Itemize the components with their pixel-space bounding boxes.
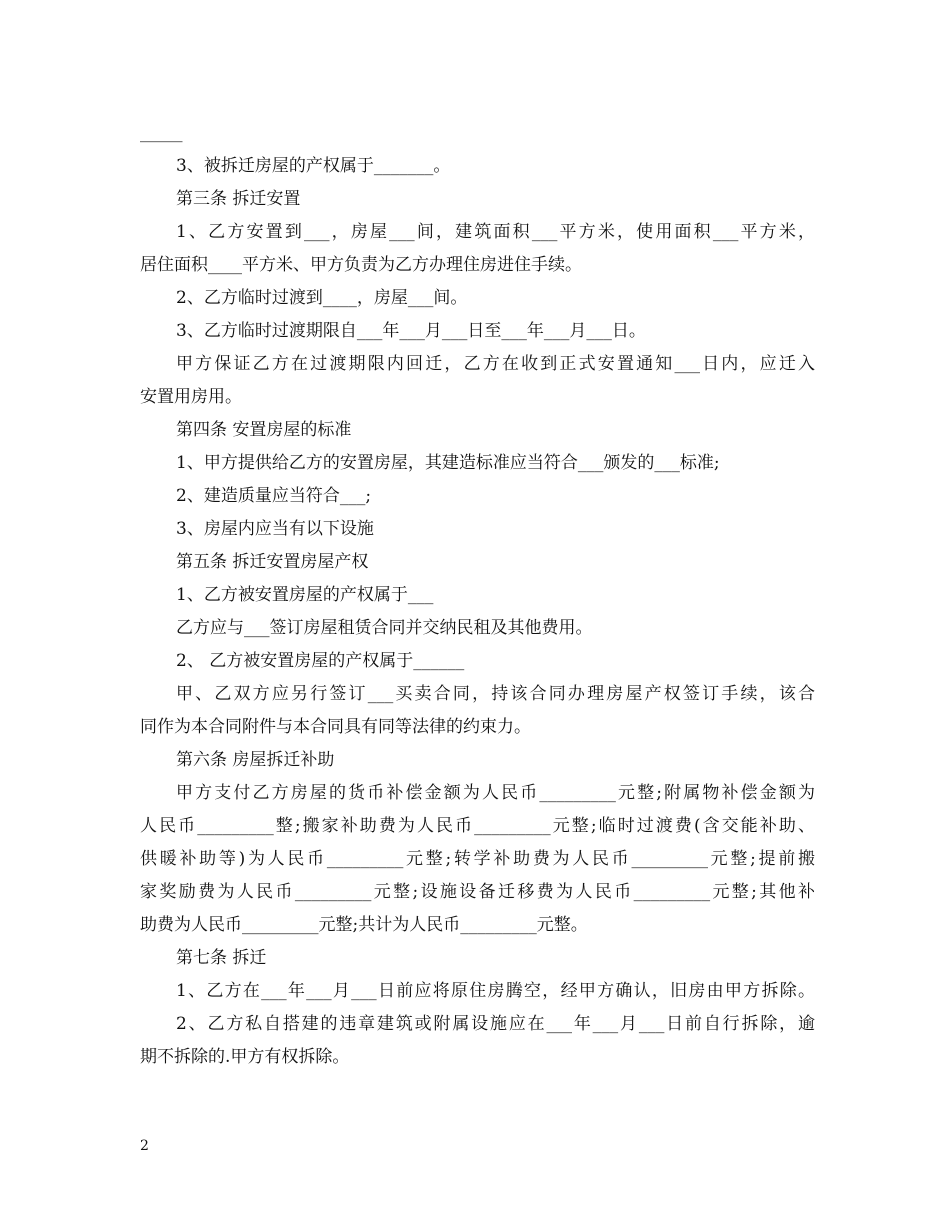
text-line: 第五条 拆迁安置房屋产权 — [176, 552, 369, 572]
text-line: 2、乙方私自搭建的违章建筑或附属设施应在___年___月___日前自行拆除，逾 — [176, 1014, 815, 1034]
text-line: 安置用房用。 — [140, 387, 242, 407]
text-line: 甲、乙双方应另行签订___买卖合同，持该合同办理房屋产权签订手续，该合 — [176, 684, 815, 704]
text-line: 人民币_________整;搬家补助费为人民币_________元整;临时过渡费(含交能补助、 — [140, 816, 815, 836]
text-line: 同作为本合同附件与本合同具有同等法律的约束力。 — [140, 717, 531, 737]
text-line: 3、乙方临时过渡期限自___年___月___日至___年___月___日。 — [176, 321, 646, 341]
text-line: 3、房屋内应当有以下设施 — [176, 519, 374, 539]
text-line: 第七条 拆迁 — [176, 948, 267, 968]
text-line: 助费为人民币_________元整;共计为人民币_________元整。 — [140, 915, 588, 935]
text-line: 1、乙方在___年___月___日前应将原住房腾空，经甲方确认，旧房由甲方拆除。 — [176, 981, 815, 1001]
text-line: 供暖补助等)为人民币_________元整;转学补助费为人民币_________元整;提前搬 — [140, 849, 815, 869]
text-line: 1、乙方被安置房屋的产权属于___ — [176, 585, 434, 605]
text-line: 期不拆除的.甲方有权拆除。 — [140, 1047, 350, 1067]
text-line: 3、被拆迁房屋的产权属于_______。 — [176, 156, 451, 176]
text-line: 第四条 安置房屋的标准 — [176, 420, 352, 440]
text-line: 第六条 房屋拆迁补助 — [176, 750, 335, 770]
text-line: 2、乙方临时过渡到____，房屋___间。 — [176, 288, 468, 308]
text-line: _____ — [140, 123, 183, 143]
document-body — [140, 117, 815, 1074]
text-line: 2、建造质量应当符合___; — [176, 486, 372, 506]
text-line: 1、甲方提供给乙方的安置房屋，其建造标准应当符合___颁发的___标准; — [176, 453, 720, 473]
text-line: 甲方保证乙方在过渡期限内回迁，乙方在收到正式安置通知___日内，应迁入 — [176, 354, 815, 374]
text-line: 第三条 拆迁安置 — [176, 189, 301, 209]
text-line: 甲方支付乙方房屋的货币补偿金额为人民币_________元整;附属物补偿金额为 — [176, 783, 815, 803]
text-line: 1、乙方安置到___，房屋___间，建筑面积___平方米，使用面积___平方米， — [176, 222, 815, 242]
text-line: 2、 乙方被安置房屋的产权属于______ — [176, 651, 465, 671]
text-line: 家奖励费为人民币_________元整;设施设备迁移费为人民币_________元整;其他补 — [140, 882, 815, 902]
text-line: 居住面积____平方米、甲方负责为乙方办理住房进住手续。 — [140, 255, 582, 275]
text-line: 乙方应与___签订房屋租赁合同并交纳民租及其他费用。 — [176, 618, 593, 638]
page-number: 2 — [140, 1138, 149, 1154]
